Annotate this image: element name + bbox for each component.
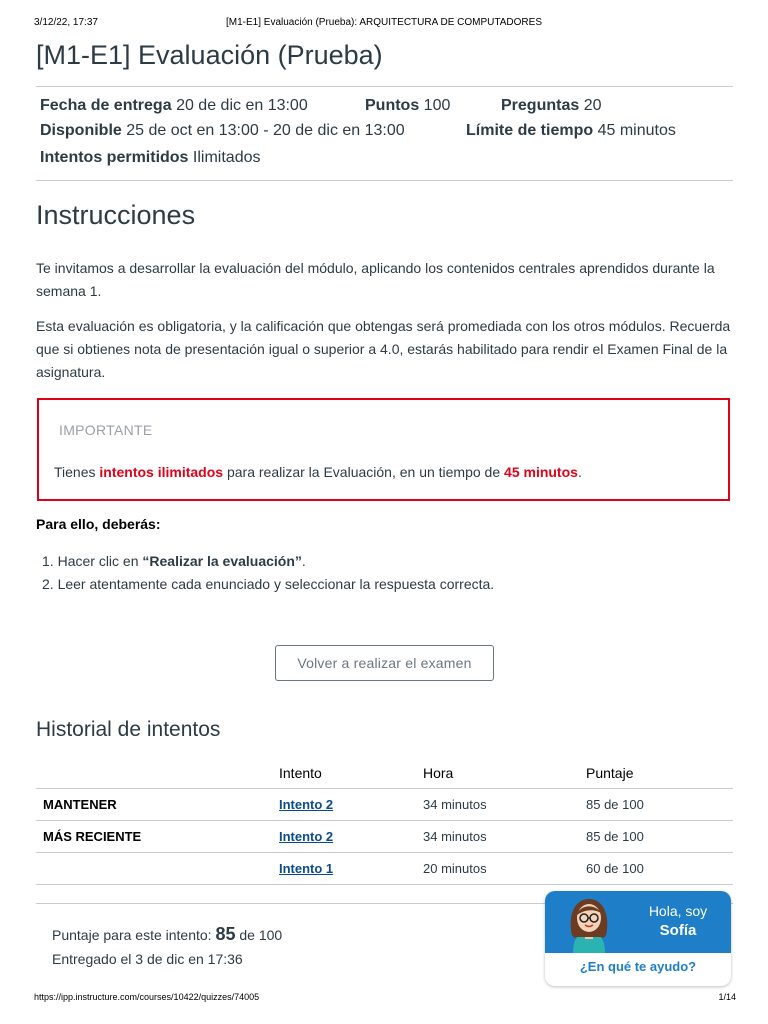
meta-questions-label: Preguntas [501, 97, 580, 114]
important-text-post: . [577, 464, 582, 480]
chat-greeting [633, 902, 723, 940]
important-highlight-time: 45 minutos [504, 464, 578, 480]
column-header [36, 758, 279, 789]
column-header-time: Hora [423, 758, 586, 789]
column-header-score: Puntaje [586, 758, 733, 789]
meta-due [40, 97, 308, 115]
retake-quiz-button[interactable]: Volver a realizar el examen [275, 645, 494, 681]
meta-attempts [40, 149, 260, 167]
score-label: Puntaje para este intento: [52, 927, 216, 943]
chat-help-prompt[interactable]: ¿En qué te ayudo? [579, 959, 697, 974]
table-row [36, 789, 733, 821]
attempt-score: 60 de 100 [586, 853, 733, 885]
row-label: MANTENER [36, 789, 279, 821]
table-row [36, 821, 733, 853]
important-label: IMPORTANTE [59, 422, 153, 438]
attempt-score-summary [52, 924, 282, 945]
submitted-date: Entregado el 3 de dic en 17:36 [52, 951, 243, 967]
page-title: [M1-E1] Evaluación (Prueba) [36, 40, 383, 70]
attempt-score: 85 de 100 [586, 789, 733, 821]
meta-time-limit [466, 122, 676, 140]
table-row [36, 853, 733, 885]
assistant-name: Sofía [659, 922, 697, 939]
step-item [42, 550, 494, 573]
attempts-table [36, 758, 733, 885]
step-number: 2. [42, 576, 54, 592]
meta-questions [501, 97, 602, 115]
attempt-time: 20 minutos [423, 853, 586, 885]
meta-available-value: 25 de oct en 13:00 - 20 de dic en 13:00 [126, 122, 405, 139]
step-text-post: . [301, 553, 306, 569]
meta-due-value: 20 de dic en 13:00 [176, 97, 308, 114]
meta-questions-value: 20 [583, 97, 602, 114]
history-heading: Historial de intentos [36, 718, 221, 741]
attempt-time: 34 minutos [423, 789, 586, 821]
meta-time-limit-label: Límite de tiempo [466, 122, 594, 139]
meta-attempts-label: Intentos permitidos [40, 149, 189, 166]
print-page-number: 1/14 [718, 992, 736, 1002]
important-text-pre: Tienes [54, 464, 100, 480]
row-label: MÁS RECIENTE [36, 821, 279, 853]
instructions-heading: Instrucciones [36, 200, 196, 230]
divider [36, 86, 733, 87]
step-text-pre: Hacer clic en [57, 553, 143, 569]
column-header-attempt: Intento [279, 758, 423, 789]
attempt-link[interactable]: Intento 1 [279, 861, 334, 876]
meta-due-label: Fecha de entrega [40, 97, 172, 114]
score-total: de 100 [235, 927, 283, 943]
row-label [36, 853, 279, 885]
meta-points-value: 100 [423, 97, 451, 114]
step-item [42, 573, 494, 596]
step-text-bold: “Realizar la evaluación” [142, 553, 302, 569]
meta-points-label: Puntos [365, 97, 420, 114]
print-url: https://ipp.instructure.com/courses/10422/quizzes/74005 [34, 992, 260, 1002]
print-title: [M1-E1] Evaluación (Prueba): ARQUITECTURA DE COMPUTADORES [225, 17, 542, 28]
meta-available-label: Disponible [40, 122, 122, 139]
assistant-avatar-icon [559, 893, 619, 953]
meta-available [40, 122, 405, 140]
meta-attempts-value: Ilimitados [192, 149, 261, 166]
attempt-score: 85 de 100 [586, 821, 733, 853]
important-highlight-attempts: intentos ilimitados [99, 464, 224, 480]
instructions-paragraph-1: Te invitamos a desarrollar la evaluación del módulo, aplicando los contenidos centrales aprendidos durante la semana 1. [36, 260, 715, 299]
score-value: 85 [215, 924, 236, 944]
attempt-link[interactable]: Intento 2 [279, 797, 334, 812]
meta-points [365, 97, 450, 115]
important-text [54, 464, 582, 480]
important-text-mid: para realizar la Evaluación, en un tiempo de [223, 464, 505, 480]
meta-time-limit-value: 45 minutos [597, 122, 676, 139]
print-date: 3/12/22, 17:37 [34, 17, 98, 28]
attempt-link[interactable]: Intento 2 [279, 829, 334, 844]
chat-greeting-text: Hola, soy [648, 903, 708, 919]
chat-widget-header [545, 891, 731, 953]
important-notice [37, 398, 730, 501]
chat-assistant-widget[interactable] [545, 891, 731, 986]
steps-list [42, 550, 494, 596]
divider [36, 180, 733, 181]
instructions-paragraph-2: Esta evaluación es obligatoria, y la calificación que obtengas será promediada con los otros módulos. Recuerda que si obtienes nota de presentación igual o superior a 4.0, estarás habilitado para rendir el Examen Final de la asignatura. [36, 318, 731, 380]
step-text: Leer atentamente cada enunciado y seleccionar la respuesta correcta. [57, 576, 495, 592]
steps-intro: Para ello, deberás: [36, 516, 161, 532]
table-header-row [36, 758, 733, 789]
attempt-time: 34 minutos [423, 821, 586, 853]
step-number: 1. [42, 553, 54, 569]
